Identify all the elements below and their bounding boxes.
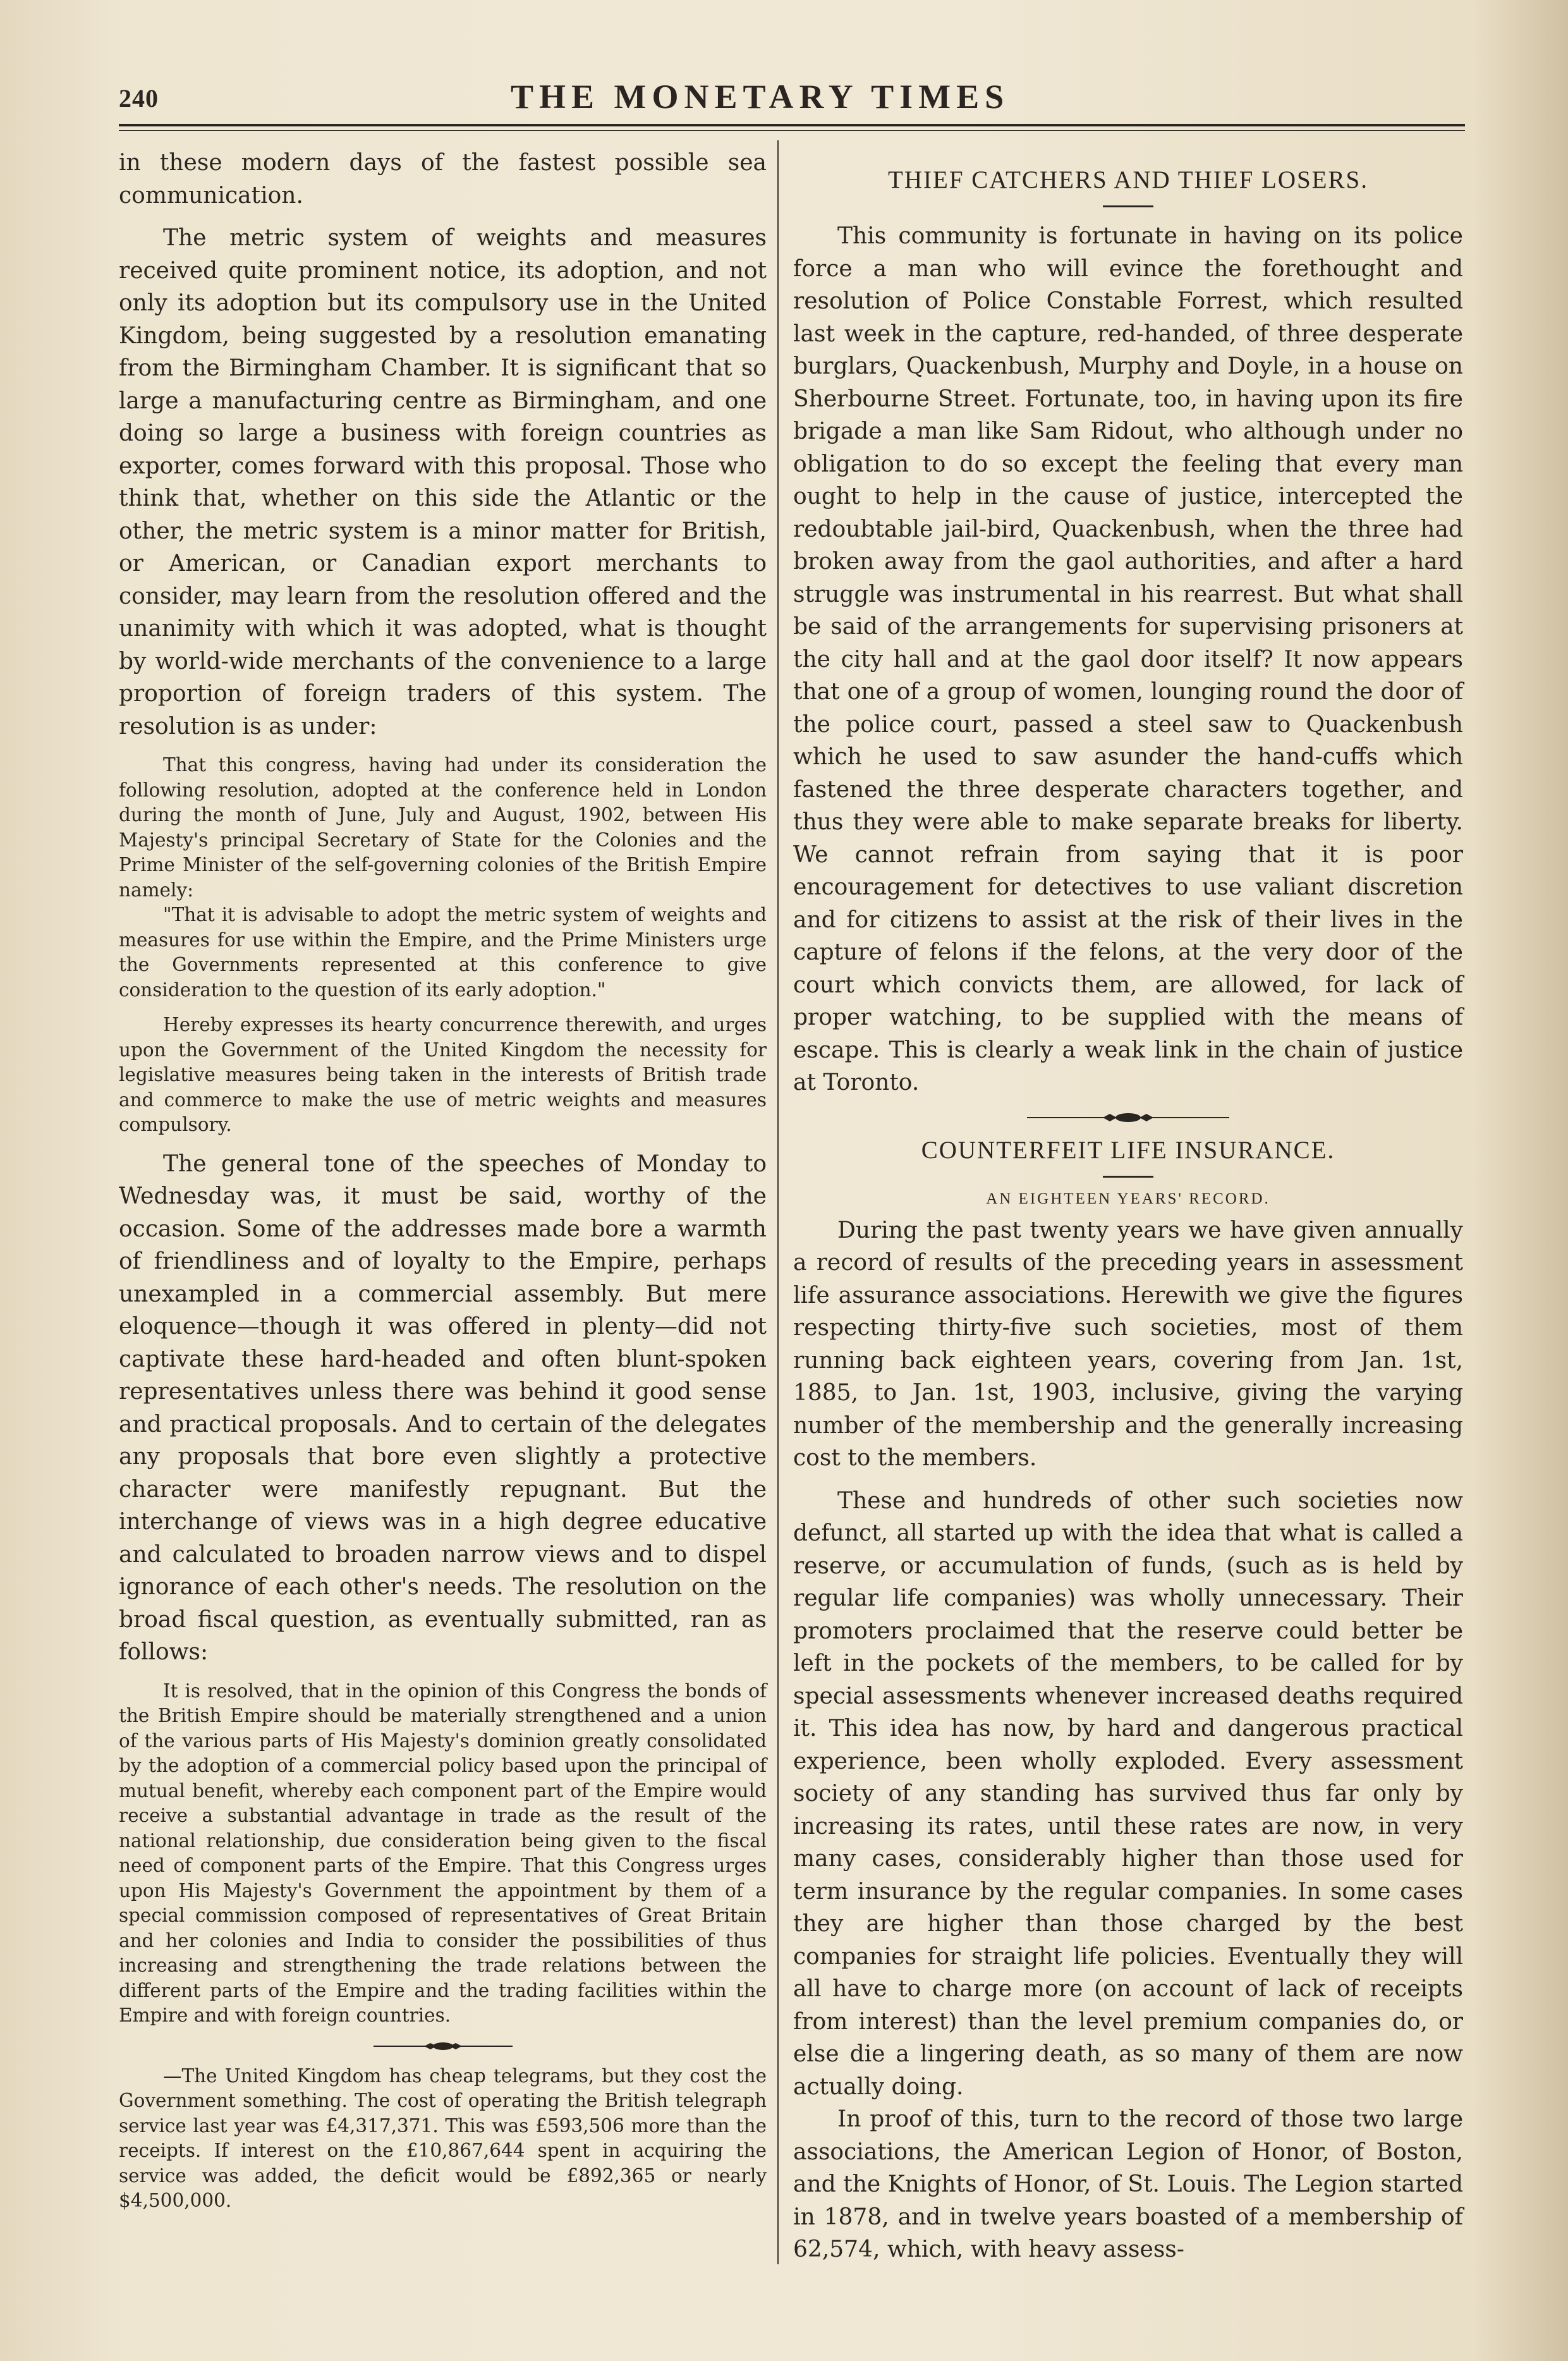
- quote-congress-resolution: That this congress, having had under its consideration the following resolution, adopted at the conference held in London during the month of June, July and August, 1902, between His Majesty's principal Secretary of State for the Colonies and the Prime Minister of the self-governing colonies of the British Empire namely:: [119, 754, 767, 901]
- ornament-icon: [1027, 1112, 1229, 1123]
- paragraph-insurance-proof: In proof of this, turn to the record of those two large associations, the American Legion of Honor, of Boston, and the Knights of Honor, of St. Louis. The Legion started in 1878, and in twelve years boasted of a membership of 62,574, which, with heavy assess-: [793, 2106, 1463, 2262]
- header-rule-thin: [119, 130, 1465, 131]
- header-rule-thick: [119, 124, 1465, 126]
- article-title-counterfeit-insurance: COUNTERFEIT LIFE INSURANCE.: [921, 1136, 1335, 1164]
- page-header: [119, 76, 1465, 120]
- ornament-icon: [374, 2041, 513, 2051]
- left-column: [119, 147, 767, 2214]
- article-body-thief-catchers: This community is fortunate in having on its police force a man who will evince the forethought and resolution of Police Constable Forrest, which resulted last week in the capture, red-handed, of three desperate burglars, Quackenbush, Murphy and Doyle, in a house on Sherbourne Street. Fortunate, too, in having upon its fire brigade a man like Sam Ridout, who although under no obligation to do so except the feeling that every man ought to help in the cause of justice, intercepted the redoubtable jail-bird, Quackenbush, when the three had broken away from the gaol authorities, and after a hard struggle was instrumental in his rearrest. But what shall be said of the arrangements for supervising prisoners at the city hall and at the gaol door itself? It now appears that one of a group of women, lounging round the door of the police court, passed a steel saw to Quackenbush which he used to saw asunder the hand-cuffs which fastened the three desperate characters together, and thus they were able to make separate breaks for liberty. We cannot refrain from saying that it is poor encouragement for detectives to use valiant discretion and for citizens to assist at the risk of their lives in the capture of felons if the felons, at the very door of the court which convicts them, are allowed, for lack of proper watching, to be supplied with the means of escape. This is clearly a weak link in the chain of justice at Toronto.: [793, 223, 1463, 1095]
- ornament-divider: [793, 1112, 1463, 1123]
- quote-fiscal-resolution: It is resolved, that in the opinion of this Congress the bonds of the British Empire should be materially strengthened and a union of the various parts of His Majesty's dominion greatly consolidated by the adoption of a commercial policy based upon the principal of mutual benefit, whereby each component part of the Empire would receive a substantial advantage in trade as the result of the national relationship, due consideration being given to the fiscal need of component parts of the Empire. That this Congress urges upon His Majesty's Government the appointment by them of a special commission composed of representatives of Great Britain and her colonies and India to consider the possibilities of thus increasing and strengthening the trade relations between the different parts of the Empire and the trading facilities within the Empire and with foreign countries.: [119, 1680, 767, 2026]
- title-rule: [1103, 205, 1153, 207]
- note-telegrams: —The United Kingdom has cheap telegrams, but they cost the Government something. The cost of operating the British telegraph service last year was £4,317,371. This was £593,506 more than the receipts. If interest on the £10,867,644 spent in acquiring the service was added, the deficit would be £892,365 or nearly $4,500,000.: [119, 2065, 767, 2211]
- right-column: [793, 147, 1463, 2266]
- masthead-title: THE MONETARY TIMES: [511, 78, 1010, 116]
- column-divider: [777, 140, 779, 2264]
- paragraph-insurance-intro: During the past twenty years we have given annually a record of results of the preceding years in assessment life assurance associations. Herewith we give the figures respecting thirty-five such societies, most of them running back eighteen years, covering from Jan. 1st, 1885, to Jan. 1st, 1903, inclusive, giving the varying number of the membership and the generally increasing cost to the members.: [793, 1217, 1463, 1471]
- page-number: 240: [119, 84, 159, 113]
- paragraph-insurance-societies: These and hundreds of other such societies now defunct, all started up with the idea that what is called a reserve, or accumulation of funds, (such as is held by regular life companies) was wholly unnecessary. Their promoters proclaimed that the reserve could better be left in the pockets of the members, to be called for by special assessments whenever increased deaths required it. This idea has now, by hard and dangerous practical experience, been wholly exploded. Every assessment society of any standing has survived thus far only by increasing its rates, until these rates are now, in very many cases, considerably higher than those used for term insurance by the regular companies. In some cases they are higher than those charged by the best companies for straight life policies. Eventually they will all have to charge more (on account of lack of receipts from interest) than the level premium companies do, or else die a lingering death, as so many of them are now actually doing.: [793, 1487, 1463, 2100]
- paragraph-general-tone: The general tone of the speeches of Monday to Wednesday was, it must be said, worthy of the occasion. Some of the addresses made bore a warmth of friendliness and of loyalty to the Empire, perhaps unexampled in a commercial assembly. But mere eloquence—though it was offered in plenty—did not captivate these hard-headed and often blunt-spoken representatives unless there was behind it good sense and practical proposals. And to certain of the delegates any proposals that bore even slightly a protective character were manifestly repugnant. But the interchange of views was in a high degree educative and calculated to broaden narrow views and to dispel ignorance of each other's needs. The resolution on the broad fiscal question, as eventually submitted, ran as follows:: [119, 1150, 767, 1665]
- paragraph-continued: in these modern days of the fastest possible sea communication.: [119, 150, 767, 209]
- article-title-thief-catchers: THIEF CATCHERS AND THIEF LOSERS.: [888, 166, 1368, 193]
- paragraph-metric-system: The metric system of weights and measures received quite prominent notice, its adoption, and not only its adoption but its compulsory use in the United Kingdom, being suggested by a resolution emanating from the Birmingham Chamber. It is significant that so large a manufacturing centre as Birmingham, and one doing so large a business with foreign countries as exporter, comes forward with this proposal. Those who think that, whether on this side the Atlantic or the other, the metric system is a minor matter for British, or American, or Canadian export merchants to consider, may learn from the resolution offered and the unanimity with which it was adopted, what is thought by world-wide merchants of the convenience to a large proportion of foreign traders of this system. The resolution is as under:: [119, 225, 767, 740]
- ornament-divider: [119, 2041, 767, 2051]
- title-rule: [1103, 1176, 1153, 1178]
- article-subtitle: AN EIGHTEEN YEARS' RECORD.: [986, 1190, 1270, 1207]
- quote-concurrence: Hereby expresses its hearty concurrence therewith, and urges upon the Government of the United Kingdom the necessity for legislative measures being taken in the interests of British trade and commerce to make the use of metric weights and measures compulsory.: [119, 1014, 767, 1135]
- quote-metric-adoption: "That it is advisable to adopt the metric system of weights and measures for use within the Empire, and the Prime Ministers urge the Governments represented at this conference to give consideration to the question of its early adoption.": [119, 904, 767, 1001]
